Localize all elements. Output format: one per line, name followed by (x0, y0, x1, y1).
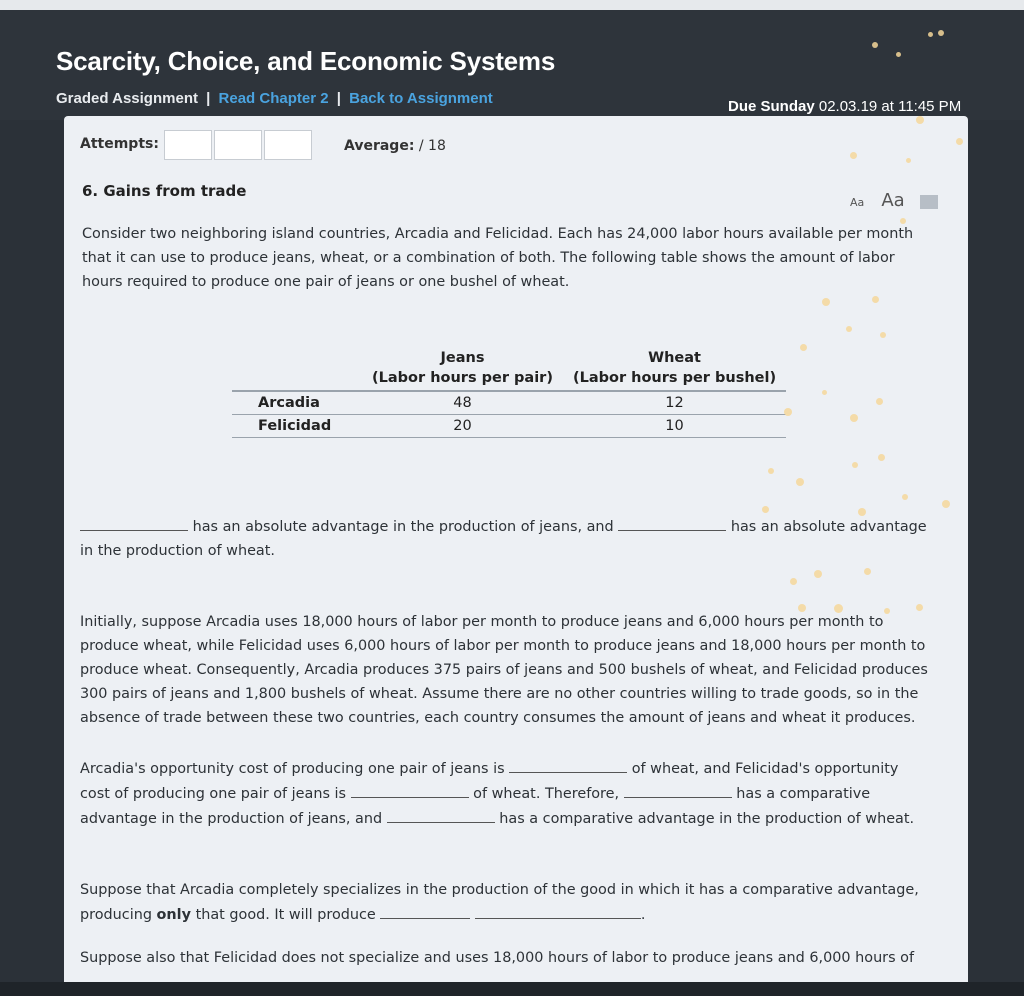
glare-dot (878, 454, 885, 461)
glare-dot (822, 298, 830, 306)
separator: | (206, 90, 211, 107)
table-row (232, 391, 786, 415)
question-panel (64, 116, 968, 996)
due-prefix: Due Sunday (728, 98, 815, 115)
glare-dot (796, 478, 804, 486)
absolute-advantage-question: has an absolute advantage in the production of jeans, and has an absolute advantage in the production of wheat. (80, 514, 940, 563)
glare-dot (916, 116, 924, 124)
attempts-label: Attempts: (80, 136, 159, 152)
wheat-cell: 10 (563, 415, 786, 438)
glare-dot (850, 152, 857, 159)
question-intro: Consider two neighboring island countries, Arcadia and Felicidad. Each has 24,000 labor hours available per month that it can use to produce jeans, wheat, or a combination of both. The following table shows the amount of labor hours required to produce one pair of jeans or one bushel of wheat. (82, 226, 914, 290)
glare-dot (876, 398, 883, 405)
attempt-box (164, 130, 212, 160)
glare-dot (846, 326, 852, 332)
glare-dot (872, 296, 879, 303)
glare-dot (762, 506, 769, 513)
glare-dot (938, 30, 944, 36)
glare-dot (864, 568, 871, 575)
monitor-bezel-bottom (0, 982, 1024, 996)
glare-dot (916, 604, 923, 611)
glare-dot (902, 494, 908, 500)
jeans-header: Jeans (440, 350, 485, 366)
average-score (344, 138, 446, 154)
glare-dot (822, 390, 827, 395)
wheat-absolute-advantage-dropdown[interactable] (618, 514, 726, 531)
print-icon[interactable] (920, 195, 938, 209)
glare-dot (834, 604, 843, 613)
monitor-bezel-top (0, 0, 1024, 10)
felicidad-opportunity-cost-input[interactable] (351, 781, 469, 798)
glare-dot (814, 570, 822, 578)
specialization-question: Suppose that Arcadia completely specializes in the production of the good in which it has a comparative advantage, producing only that good. It will produce . (80, 882, 919, 923)
back-to-assignment-link[interactable]: Back to Assignment (349, 90, 493, 107)
table-row (232, 415, 786, 438)
glare-dot (858, 508, 866, 516)
breadcrumb (56, 90, 493, 107)
average-label: Average: (344, 138, 415, 154)
glare-dot (852, 462, 858, 468)
arcadia-opportunity-cost-input[interactable] (509, 756, 627, 773)
assignment-header (0, 10, 1024, 120)
glare-dot (884, 608, 890, 614)
labor-hours-table (232, 348, 786, 438)
average-value: / 18 (418, 138, 446, 154)
glare-dot (942, 500, 950, 508)
attempt-box (214, 130, 262, 160)
glare-dot (850, 414, 858, 422)
country-cell: Arcadia (232, 391, 362, 415)
glare-dot (896, 52, 901, 57)
felicidad-scenario-text: Suppose also that Felicidad does not specialize and uses 18,000 hours of labor to produce jeans and 6,000 hours of (80, 950, 915, 966)
country-cell: Felicidad (232, 415, 362, 438)
glare-dot (928, 32, 933, 37)
page-title: Scarcity, Choice, and Economic Systems (56, 46, 556, 76)
arcadia-production-quantity-input[interactable] (380, 902, 470, 919)
attempt-boxes (164, 130, 314, 160)
glare-dot (784, 408, 792, 416)
glare-dot (880, 332, 886, 338)
jeans-unit-header: (Labor hours per pair) (362, 368, 563, 391)
glare-dot (768, 468, 774, 474)
initial-scenario-text: Initially, suppose Arcadia uses 18,000 hours of labor per month to produce jeans and 6,000 hours per month to produce wheat, while Felicidad uses 6,000 hours of labor per month to produce jeans and 18,000 hours per month to produce wheat. Consequently, Arcadia produces 375 pairs of jeans and 500 bushels of wheat, and Felicidad produces 300 pairs of jeans and 1,800 bushels of wheat. Assume there are no other countries willing to trade goods, so in the absence of trade between these two countries, each country consumes the amount of jeans and wheat it produces. (80, 614, 928, 726)
jeans-cell: 48 (362, 391, 563, 415)
question-title: 6. Gains from trade (82, 182, 247, 200)
attempt-box (264, 130, 312, 160)
font-size-controls (850, 190, 938, 211)
glare-dot (906, 158, 911, 163)
jeans-cell: 20 (362, 415, 563, 438)
wheat-header: Wheat (648, 350, 701, 366)
glare-dot (798, 604, 806, 612)
separator: | (336, 90, 341, 107)
glare-dot (790, 578, 797, 585)
glare-dot (800, 344, 807, 351)
due-value: 02.03.19 at 11:45 PM (818, 98, 962, 115)
glare-dot (956, 138, 963, 145)
font-increase-button[interactable]: Aa (881, 190, 905, 211)
glare-dot (900, 218, 906, 224)
wheat-cell: 12 (563, 391, 786, 415)
font-decrease-button[interactable]: Aa (850, 196, 865, 209)
glare-dot (872, 42, 878, 48)
wheat-comparative-advantage-dropdown[interactable] (387, 806, 495, 823)
jeans-comparative-advantage-dropdown[interactable] (624, 781, 732, 798)
assignment-type: Graded Assignment (56, 90, 198, 107)
opportunity-cost-question: Arcadia's opportunity cost of producing one pair of jeans is of wheat, and Felicidad's opportunity cost of producing one pair of jeans is of wheat. Therefore, has a comparative advantage in the production of jeans, and has a comparative advantage in the production of wheat. (80, 756, 930, 831)
wheat-unit-header: (Labor hours per bushel) (563, 368, 786, 391)
jeans-absolute-advantage-dropdown[interactable] (80, 514, 188, 531)
arcadia-production-good-dropdown[interactable] (475, 902, 641, 919)
due-date (728, 98, 961, 115)
read-chapter-link[interactable]: Read Chapter 2 (218, 90, 329, 107)
